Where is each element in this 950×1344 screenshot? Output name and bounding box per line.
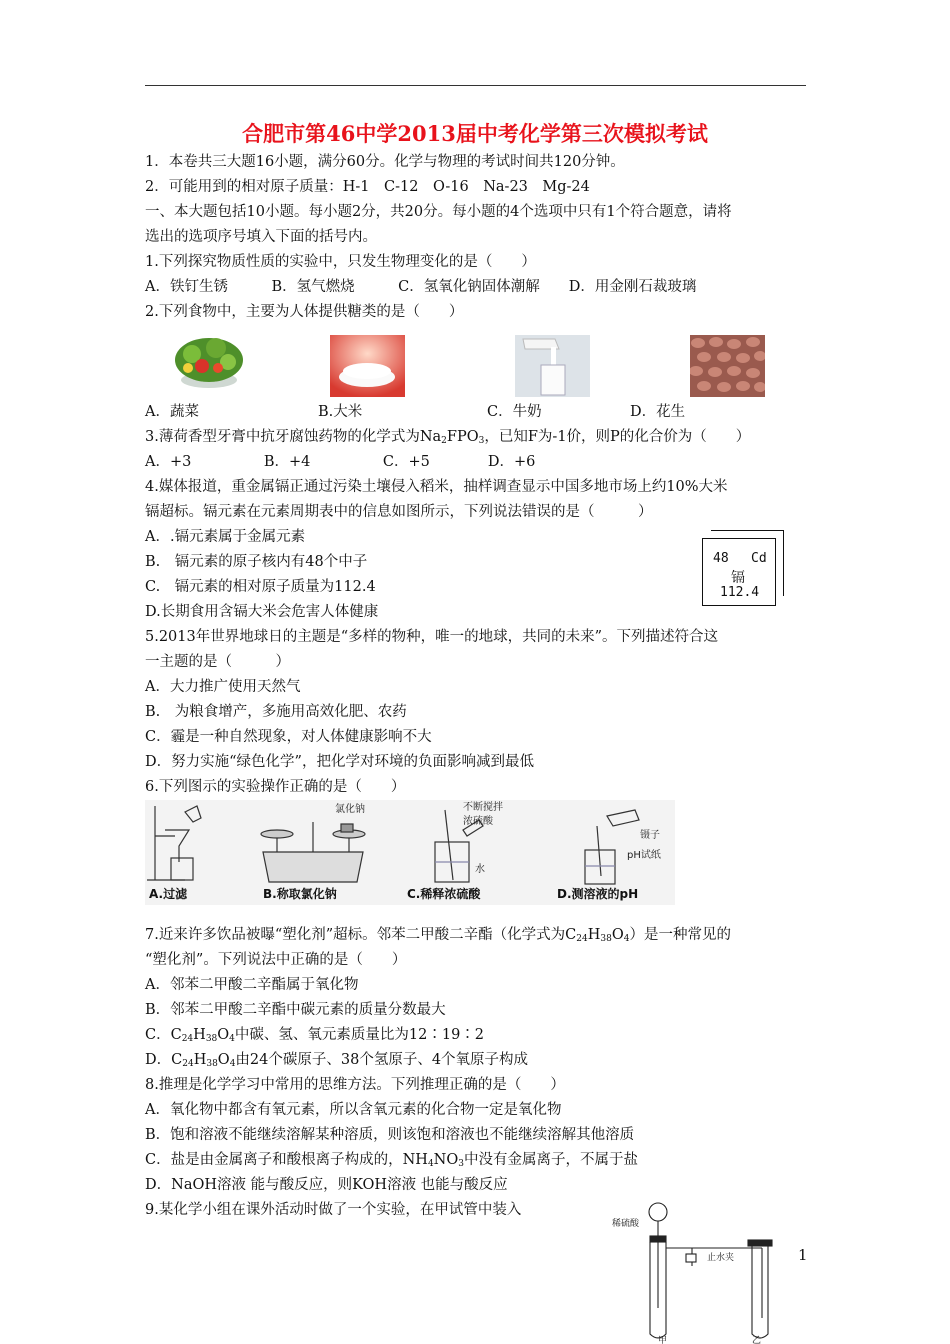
rice-image	[330, 335, 405, 397]
top-rule	[145, 85, 806, 86]
q8-option-c: C．盐是由金属离子和酸根离子构成的，$NH_4NO_3$中没有金属离子，不属于盐	[145, 1152, 638, 1169]
element-card-cd	[702, 538, 776, 606]
vegetable-image	[170, 330, 248, 392]
q8-option-d: D．NaOH溶液 能与酸反应，则KOH溶液 也能与酸反应	[145, 1177, 508, 1193]
page-title: 合肥市第46中学2013届中考化学第三次模拟考试	[242, 121, 708, 146]
element-name: 镉	[731, 570, 745, 586]
q5-stem-2: 一主题的是（ ）	[145, 654, 290, 670]
q3-options: A．+3 B．+4 C．+5 D．+6	[145, 454, 536, 470]
page-number: 1	[798, 1246, 808, 1264]
q5-option-b: B. 为粮食增产，多施用高效化肥、农药	[145, 704, 407, 720]
q7-option-b: B．邻苯二甲酸二辛酯中碳元素的质量分数最大	[145, 1002, 446, 1018]
q7-option-d: D．$C_{24}H_{38}O_4$由24个碳原子、38个氢原子、4个氧原子构成	[145, 1052, 529, 1069]
caption-a: A.过滤	[149, 887, 188, 901]
q7-option-a: A．邻苯二甲酸二辛酯属于氧化物	[145, 977, 359, 993]
q2-option-a: A．蔬菜	[145, 404, 199, 420]
q2-option-d: D．花生	[630, 404, 686, 420]
q2-option-b: B.大米	[318, 404, 363, 420]
q4-option-d: D.长期食用含镉大米会危害人体健康	[145, 604, 379, 620]
q5-stem-1: 5.2013年世界地球日的主题是“多样的物种，唯一的地球，共同的未来”。下列描述符合这	[145, 629, 719, 645]
q7-stem-1: 7.近来许多饮品被曝“塑化剂”超标。邻苯二甲酸二辛酯（化学式为$C_{24}H_{38}O_4$）是一种常见的	[145, 927, 731, 944]
label-dilute-acid: 稀硫酸	[612, 1219, 640, 1229]
intro-line-1: 1．本卷共三大题16小题，满分60分。化学与物理的考试时间共120分钟。	[145, 154, 625, 170]
label-water: 水	[475, 864, 485, 875]
element-symbol: Cd	[751, 551, 767, 566]
intro-line-4: 选出的选项序号填入下面的括号内。	[145, 229, 377, 245]
label-tweezers: 镊子	[640, 830, 660, 841]
caption-c: C.稀释浓硫酸	[407, 887, 481, 901]
milk-image	[515, 335, 590, 397]
q1-options: A．铁钉生锈 B．氢气燃烧 C．氢氧化钠固体潮解 D．用金刚石裁玻璃	[145, 279, 697, 295]
q6-figure	[145, 800, 675, 905]
label-ph-paper: pH试纸	[627, 850, 661, 861]
q5-option-d: D．努力实施“绿色化学”，把化学对环境的负面影响减到最低	[145, 754, 534, 770]
label-tube-yi: 乙	[752, 1336, 762, 1344]
q5-option-a: A．大力推广使用天然气	[145, 679, 301, 695]
q7-option-c: C．$C_{24}H_{38}O_4$中碳、氢、氧元素质量比为12∶19∶2	[145, 1027, 485, 1044]
q9-stem: 9.某化学小组在课外活动时做了一个实验，在甲试管中装入	[145, 1202, 522, 1218]
q4-option-a: A．.镉元素属于金属元素	[145, 529, 306, 545]
q2-option-c: C．牛奶	[487, 404, 542, 420]
label-tube-jia: 甲	[658, 1336, 668, 1344]
caption-b: B.称取氯化钠	[263, 887, 337, 901]
q3-stem: 3.薄荷香型牙膏中抗牙腐蚀药物的化学式为$Na_2FPO_3$，已知F为-1价，则P的化合价为（ ）	[145, 429, 751, 446]
q4-stem-2: 镉超标。镉元素在元素周期表中的信息如图所示，下列说法错误的是（ ）	[145, 504, 653, 520]
q8-option-a: A．氧化物中都含有氧元素，所以含氧元素的化合物一定是氧化物	[145, 1102, 562, 1118]
intro-line-3: 一、本大题包括10小题。每小题2分，共20分。每小题的4个选项中只有1个符合题意，请将	[145, 204, 732, 220]
intro-line-2: 2．可能用到的相对原子质量：H-1 C-12 O-16 Na-23 Mg-24	[145, 179, 590, 195]
q1-stem: 1.下列探究物质性质的实验中，只发生物理变化的是（ ）	[145, 254, 536, 270]
label-acid: 浓硫酸	[463, 816, 493, 827]
peanut-image	[690, 335, 765, 397]
q9-apparatus	[612, 1196, 787, 1344]
q8-stem: 8.推理是化学学习中常用的思维方法。下列推理正确的是（ ）	[145, 1077, 565, 1093]
caption-d: D.测溶液的pH	[557, 887, 639, 901]
element-number: 48	[713, 551, 729, 566]
q4-stem-1: 4.媒体报道，重金属镉正通过污染土壤侵入稻米，抽样调查显示中国多地市场上约10%大米	[145, 479, 728, 495]
q6-stem: 6.下列图示的实验操作正确的是（ ）	[145, 779, 406, 795]
q4-option-c: C. 镉元素的相对原子质量为112.4	[145, 579, 376, 595]
q4-option-b: B. 镉元素的原子核内有48个中子	[145, 554, 368, 570]
label-nacl: 氯化钠	[335, 804, 365, 815]
label-stir: 不断搅拌	[463, 802, 503, 813]
q2-stem: 2.下列食物中，主要为人体提供糖类的是（ ）	[145, 304, 464, 320]
label-clamp: 止水夹	[707, 1253, 735, 1263]
q8-option-b: B．饱和溶液不能继续溶解某种溶质，则该饱和溶液也不能继续溶解其他溶质	[145, 1127, 635, 1143]
q7-stem-2: “塑化剂”。下列说法中正确的是（ ）	[145, 952, 407, 968]
element-mass: 112.4	[720, 585, 760, 600]
q5-option-c: C．霾是一种自然现象，对人体健康影响不大	[145, 729, 432, 745]
